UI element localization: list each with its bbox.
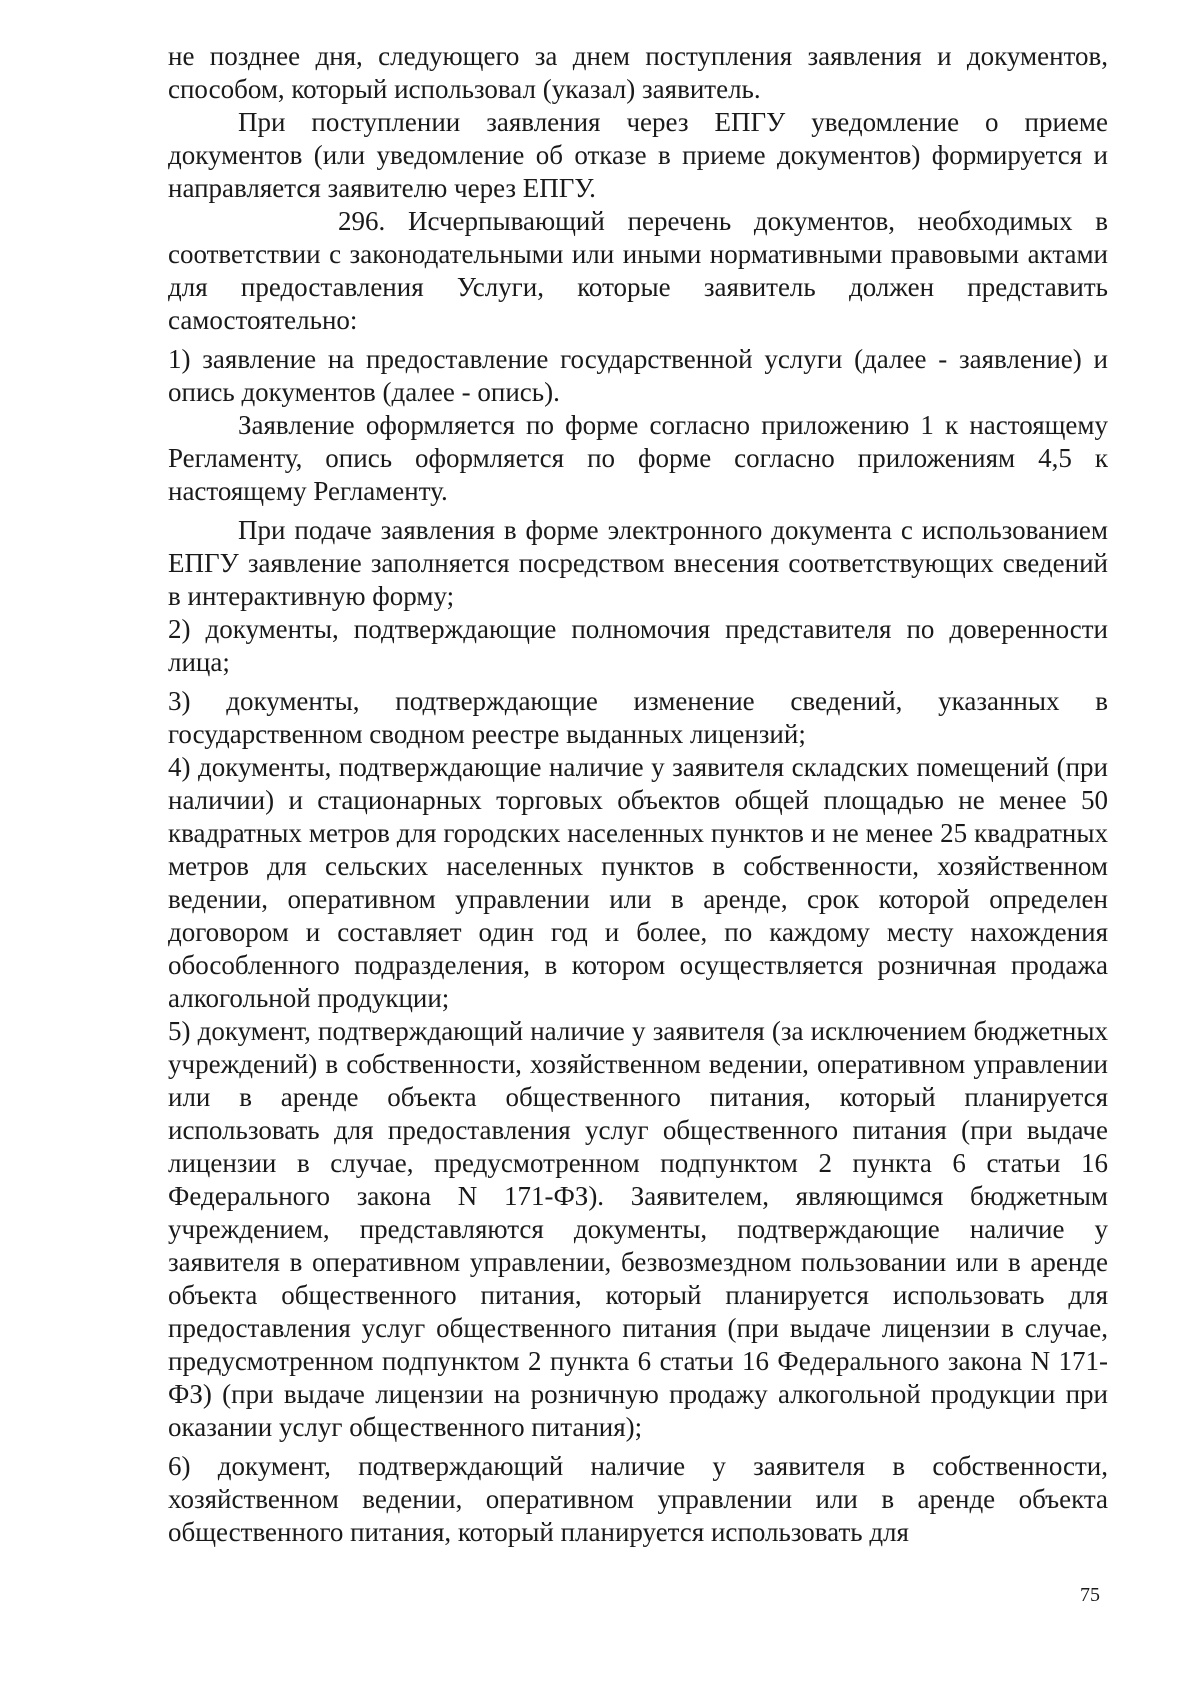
list-item-5: 5) документ, подтверждающий наличие у заявителя (за исключением бюджетных учреждений) в собственности, хозяйственном ведении, оперативном управлении или в аренде объекта общественного питания, который планируется использовать для предоставления услуг общественного питания (при выдаче лицензии в случае, предусмотренном подпунктом 2 пункта 6 статьи 16 Федерального закона N 171-ФЗ). Заявителем, являющимся бюджетным учреждением, представляются документы, подтверждающие наличие у заявителя в оперативном управлении, безвозмездном пользовании или в аренде объекта общественного питания, который планируется использовать для предоставления услуг общественного питания (при выдаче лицензии в случае, предусмотренном подпунктом 2 пункта 6 статьи 16 Федерального закона N 171-ФЗ) (при выдаче лицензии на розничную продажу алкогольной продукции при оказании услуг общественного питания); bbox=[168, 1016, 1108, 1442]
document-page bbox=[168, 40, 1108, 1549]
paragraph-epgu-notice: При поступлении заявления через ЕПГУ уведомление о приеме документов (или уведомление об отказе в приеме документов) формируется и направляется заявителю через ЕПГУ. bbox=[168, 107, 1108, 203]
paragraph-electronic-submission: При подаче заявления в форме электронного документа с использованием ЕПГУ заявление заполняется посредством внесения соответствующих сведений в интерактивную форму; bbox=[168, 515, 1108, 611]
paragraph-296-heading: 296. Исчерпывающий перечень документов, необходимых в соответствии с законодательными или иными нормативными правовыми актами для предоставления Услуги, которые заявитель должен представить самостоятельно: bbox=[168, 206, 1108, 335]
list-item-1: 1) заявление на предоставление государственной услуги (далее - заявление) и опись документов (далее - опись). bbox=[168, 344, 1108, 407]
paragraph-continuation: не позднее дня, следующего за днем поступления заявления и документов, способом, который использовал (указал) заявитель. bbox=[168, 41, 1108, 104]
paragraph-application-form: Заявление оформляется по форме согласно приложению 1 к настоящему Регламенту, опись оформляется по форме согласно приложениям 4,5 к настоящему Регламенту. bbox=[168, 410, 1108, 506]
list-item-6: 6) документ, подтверждающий наличие у заявителя в собственности, хозяйственном ведении, оперативном управлении или в аренде объекта общественного питания, который планируется использовать для bbox=[168, 1451, 1108, 1547]
page-number: 75 bbox=[1080, 1584, 1100, 1606]
list-item-2: 2) документы, подтверждающие полномочия представителя по доверенности лица; bbox=[168, 614, 1108, 677]
list-item-3: 3) документы, подтверждающие изменение сведений, указанных в государственном сводном реестре выданных лицензий; bbox=[168, 686, 1108, 749]
list-item-4: 4) документы, подтверждающие наличие у заявителя складских помещений (при наличии) и стационарных торговых объектов общей площадью не менее 50 квадратных метров для городских населенных пунктов и не менее 25 квадратных метров для сельских населенных пунктов в собственности, хозяйственном ведении, оперативном управлении или в аренде, срок которой определен договором и составляет один год и более, по каждому месту нахождения обособленного подразделения, в котором осуществляется розничная продажа алкогольной продукции; bbox=[168, 752, 1108, 1013]
